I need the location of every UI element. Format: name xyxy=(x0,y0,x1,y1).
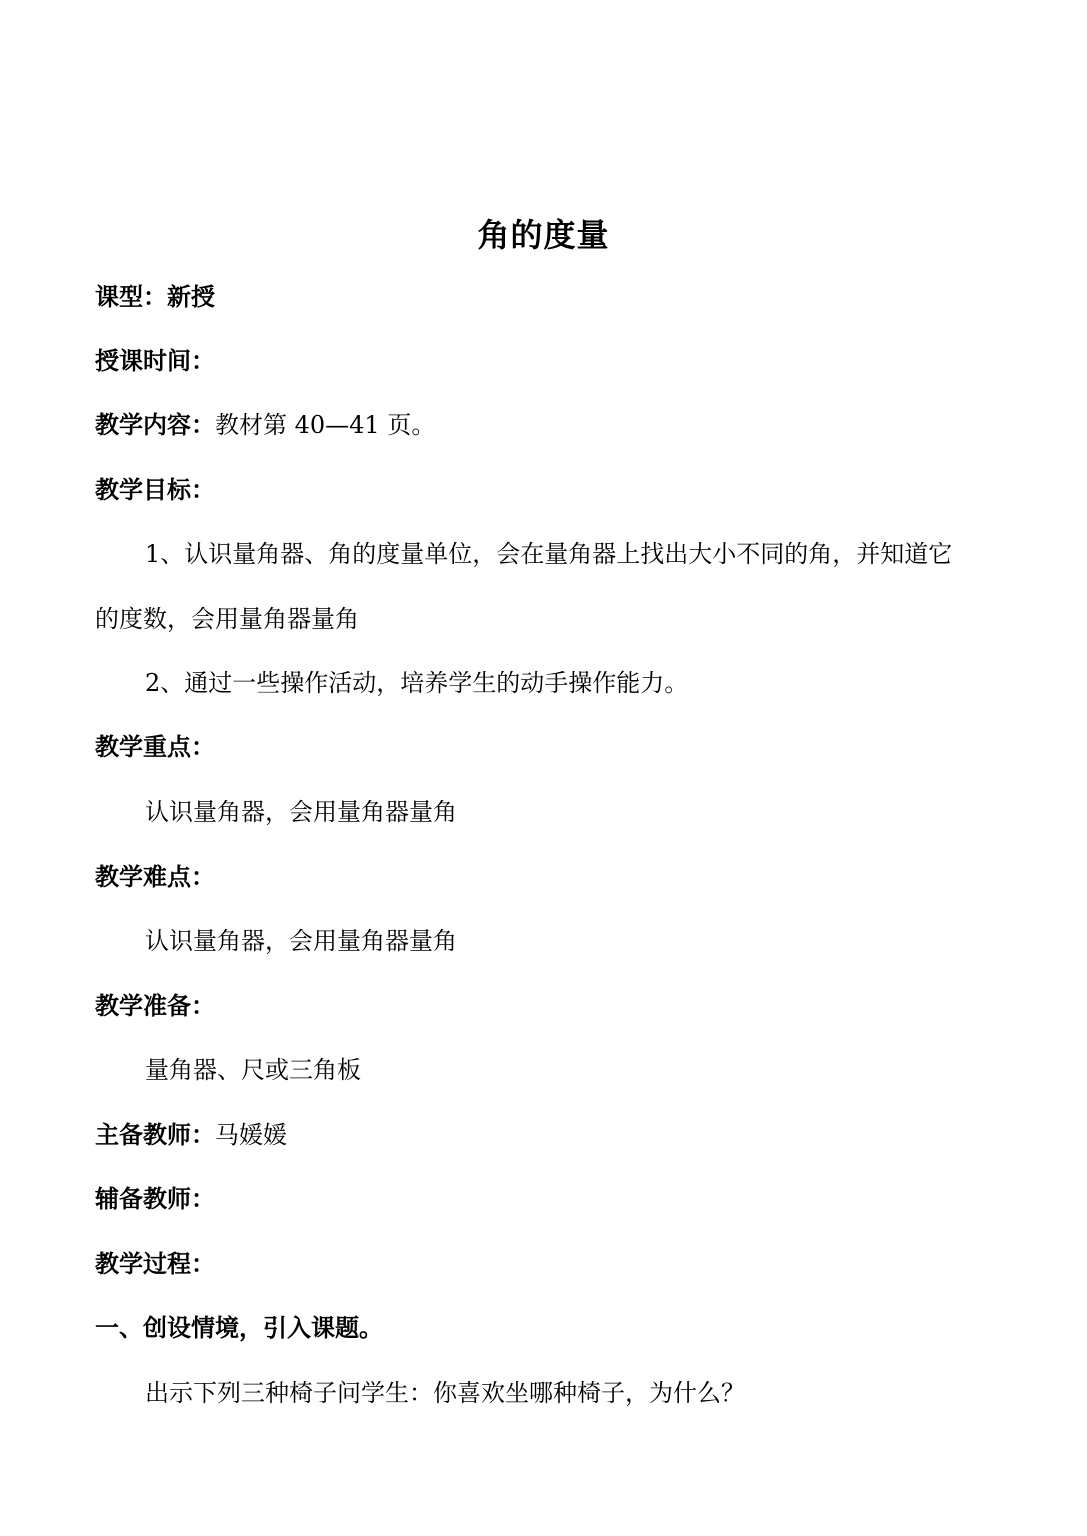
section-1-heading: 一、创设情境，引入课题。 xyxy=(95,1313,383,1342)
difficult-points-value: 认识量角器，会用量角器量角 xyxy=(145,927,457,955)
preparation-value: 量角器、尺或三角板 xyxy=(145,1056,361,1084)
lesson-type-value: 新授 xyxy=(167,282,215,311)
preparation-label: 教学准备： xyxy=(95,991,215,1020)
section-1-text: 出示下列三种椅子问学生：你喜欢坐哪种椅子，为什么？ xyxy=(145,1379,745,1407)
teaching-content-line xyxy=(95,407,995,443)
teaching-content-label: 教学内容： xyxy=(95,410,215,439)
teaching-content-value: 教材第 40—41 页。 xyxy=(215,411,436,439)
lesson-type-label: 课型： xyxy=(95,282,167,311)
key-points-line xyxy=(95,729,995,765)
key-points-label: 教学重点： xyxy=(95,732,215,761)
teaching-goals-label: 教学目标： xyxy=(95,475,215,504)
teaching-time-line xyxy=(95,343,995,379)
goal-1-line-1: 1、认识量角器、角的度量单位，会在量角器上找出大小不同的角，并知道它 xyxy=(145,540,953,568)
difficult-points-label: 教学难点： xyxy=(95,862,215,891)
lead-teacher-label: 主备教师： xyxy=(95,1120,215,1149)
process-line xyxy=(95,1246,995,1282)
document-title: 角的度量 xyxy=(477,216,610,254)
preparation-line xyxy=(95,988,995,1024)
assistant-teacher-line xyxy=(95,1181,995,1217)
goal-2-line: 2、通过一些操作活动，培养学生的动手操作能力。 xyxy=(145,669,689,697)
process-label: 教学过程： xyxy=(95,1249,215,1278)
teaching-time-label: 授课时间： xyxy=(95,346,215,375)
lead-teacher-line xyxy=(95,1117,995,1153)
goal-1-line-2: 的度数，会用量角器量角 xyxy=(95,605,359,633)
lead-teacher-value: 马媛媛 xyxy=(215,1121,287,1149)
assistant-teacher-label: 辅备教师： xyxy=(95,1184,215,1213)
teaching-goals-line xyxy=(95,472,995,508)
lesson-type-line xyxy=(95,279,995,315)
difficult-points-line xyxy=(95,859,995,895)
key-points-value: 认识量角器，会用量角器量角 xyxy=(145,798,457,826)
